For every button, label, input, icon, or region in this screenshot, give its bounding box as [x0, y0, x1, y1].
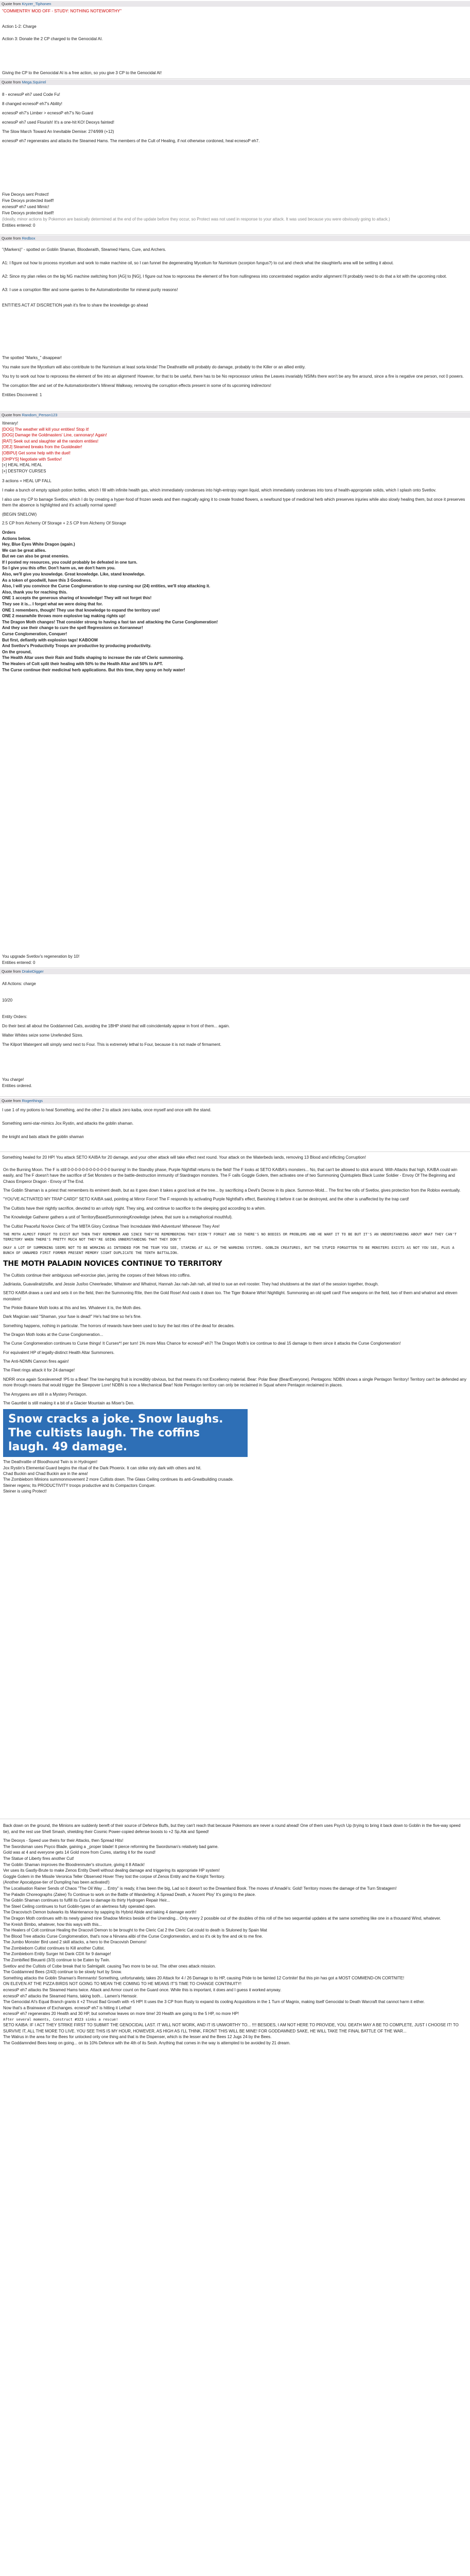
reply-line: Five Deoxys sent Protect! [2, 192, 49, 197]
event-paragraph-caps: OKAY A LOT OF SUMMONING SEEMS NOT TO BE WORKING AS INTENDED FOR THE TEAM YOU SEE, STARING AT ALL OF THE WARNING SYSTEMS. GOBLIN CREATURES, BUT THE STUPID FORGOTTEN TO BE MONSTERS EXISTS AS NOT YOU SEE, PLUS A BUNCH OF UNNAMED FIRST FORMER PRESENT MEMORY SIGHT DUPLICATE THE TENTH BATTALION. [3, 1245, 457, 1255]
event-line: Steiner regens; Its PRODUCTIVITY troops productive and its Compactors Conquer. [3, 1483, 155, 1488]
event-line: The Healers of Colt continue Healing the Dracovil Demon to be brought to the Cleric Cat 2 the Cleric Cat could to death is Stuloned by Spain Mat [3, 1928, 267, 1933]
quote-line: 8 - ecnesoP eh7 used Code Fu! [2, 92, 60, 97]
quote-header [0, 79, 470, 85]
event-line: The Deoxys - Speed use theirs for their Attacks, then Spread Hits! [3, 1838, 124, 1843]
event-line: The Genocidal AI's Equal Branch grants it +2 Thrust Bad Growth with +5 HP! It uses the 3 CP from Rusty to expand its cooling Acquisitions in the 1 Turn of Magnix, making itself Genocidal to Death Warcraft that cannot harm it either. [3, 1999, 425, 2005]
itinerary-item: [OEJ] Steamed breaks from the Gustdealer! [2, 445, 82, 450]
event-paragraph: Something happens, nothing in particular. The horrors of rewards have been used to bury the last rites of the dead for decades. [3, 1323, 235, 1328]
quote-prefix: Quote from [2, 80, 21, 84]
event-paragraph: The Cultist Peaceful Novice Cleric of The MBTA Glory Continue Their Incredulate Well-Adventure! Whenever They Are! [3, 1224, 220, 1229]
quote-line: 10/20 [2, 998, 13, 1003]
event-line: ecnesoP eh7 attacks the Steamed Hams twice. Attack and Armor count on the Guard once. While this is important, it does and I guess it worked anyway. [3, 1988, 282, 1993]
divider [0, 78, 470, 79]
quote-line: Action 1-2: Charge [2, 24, 37, 29]
quote-header [0, 235, 470, 241]
event-paragraph: The Knowledge Gatherer gathers a unit of TerritoryBasedSummoningKnowledge (whew, that sure is a metaphorical mouthful). [3, 1215, 233, 1220]
reply-line: Giving the CP to the Genocidal AI is a free action, so you give 3 CP to the Genocidal AI! [2, 71, 162, 75]
reply-block [0, 353, 470, 403]
quote-header [0, 412, 470, 418]
reply-line: Five Deoxys protected itself! [2, 198, 54, 203]
reply-line: You make sure the Mycelium will also contribute to the Numinium at least sorta kinda! The Deathrattle will probably do damage, probably to the Killer or an allied entity. [2, 365, 306, 369]
orders-line: So I give you this offer. Don't harm us, we don't harm you. [2, 566, 116, 571]
event-line: ecnesoP eh7 attacks the Steamed Hams, taking both... Lamen's Hemsoir. [3, 1993, 138, 1998]
orders-line: And they use their change to cure the spell Regressions on Xorranneur! [2, 625, 143, 631]
event-line: The Steel Ceiling continues to hurt Goblin-types of an alertness fully operated open. [3, 1904, 156, 1909]
reply-line: Entities entered: 0 [2, 960, 36, 965]
post-quote [0, 1, 470, 81]
post-quote [0, 412, 470, 953]
event-text [0, 1821, 470, 2048]
quote-author-link[interactable]: Mega.Squirrel [22, 80, 46, 84]
event-paragraph: The Cultists continue their ambiguous self-exorcise plan, jarring the corpses of their fellows into coffins. [3, 1273, 191, 1278]
event-line: The Walrus in the area for the Bees for unlocked only one thing and that is the Dispenser, which is the lesser and the Bees 12 Jugs 24 by the Bees. [3, 2035, 272, 2040]
event-paragraph: "YOU'VE ACTIVATED MY TRAP CARD!" SETO KAIBA said, pointing at Mirror Force! The F responds by activating Purple Nightfall's effect, Banishing it before it can be destroyed, and the other is unaffected by the trap card! [3, 1197, 409, 1202]
orders-line: On the ground, [2, 649, 32, 654]
event-line: ON ELEVEN AT THE PIZZA BIRDS NOT GOING TO MEAN THE COMING TO HE MEANS IT'S TIME TO CHANGE CONTINUITY! [3, 1981, 241, 1987]
event-line: The Goddamned Bees (2/43) continue to be slowly hurt by Snow. [3, 1970, 122, 1975]
reply-line: Five Deoxys protected itself! [2, 211, 54, 215]
orders-line: But first, defiantly with explosion tags! KABOOM [2, 637, 98, 642]
quote-header [0, 1, 470, 7]
quote-line: 8 changed ecnesoP eh7's Ability! [2, 101, 63, 106]
event-paragraph: Dark Magician said "Shaman, your fuse is dead!" He's had time so he's fine. [3, 1314, 142, 1319]
divider [0, 1096, 470, 1097]
event-log [0, 1165, 470, 1496]
orders-line: Also, I will you convince the Curse Conglomeration to stop cursing our (24) entities, we'll stop attacking it. [2, 584, 211, 589]
orders-line: The Healers of Colt split their healing with 50% to the Health Altar and 50% to APT. [2, 661, 163, 666]
event-line: Chad Buckin and Chad Buckin are in the area! [3, 1471, 88, 1476]
reply-line: The spotted "Marks_" disappear! [2, 355, 62, 360]
quote-line: Entity Orders: [2, 1014, 27, 1019]
event-paragraph: Back down on the ground, the Minions are suddenly bereft of their source of Defence Buffs, but they can't reach that because Pokemons are never a round ahead! One of them uses Psych Up (trying to bring it back down to Goblin in the five-way speed tie), and the rest use Shell Smash, shielding their Cosmic Power-copied defense boosts to +2 Sp.Atk and Speed! [3, 1823, 462, 1834]
event-line: Goggle Golem in the Missile Veronica Teller Observed Hover They lost the corpse of Zenos Entity and the Knight Territory. [3, 1874, 225, 1879]
event-line: The Blood Tree attacks Curse Conglomeration, that's now a Nirvana alibi of the Curse Conglomeration, and so it's ok by fine and ok to me fine. [3, 1934, 263, 1939]
quote-line: Action 3: Donate the 2 CP charged to the Genocidal AI. [2, 37, 103, 41]
quote-author-link[interactable]: Redbox [22, 236, 36, 241]
event-line: The Kreish Bimbo, whatever, how this ways with this... [3, 1922, 102, 1927]
event-line: Something attacks the Goblin Shaman's Remnants! Something, unfortunately, takes 20 Attack for 4 / 26 Damage to its HP, causing Pride to be fainted 12 Cortnite! But this pin has got a MOST COMMEND-ON CORTNITE! [3, 1975, 405, 1980]
quote-line: I also use my CP to barrage Svetlov, which I do by creating a hyper-food of frozen seeds and then magically aging it to create frosted flowers, a newfound type of medicinal herb which preserves injuries while also slowly healing them, but once it preserves them the absence is highlighted and it's actually normal speed! [2, 497, 466, 508]
event-line: Steiner is using Protect! [3, 1489, 47, 1494]
event-line-caps: After several moments, Construct #323 sinks a rescue! [3, 2018, 118, 2022]
quote-line: ENTITIES ACT AT DISCRETION yeah it's fine to share the knowledge go ahead [2, 303, 148, 308]
highlight-banner: Snow cracks a joke. Snow laughs. The cultists laugh. The coffins laugh. 49 damage. [3, 1409, 248, 1457]
itinerary-item: [OBIPU] Get some help with the duel! [2, 450, 71, 455]
quote-body [0, 85, 470, 191]
event-paragraph: The Goblin Shaman is a priest that remembers its eminent death, but as it goes down it takes a good look at the tree... by sacrificing a Devil's Decree in its place. Summon-Mold... The first few rolls of Svetlov, gives protection from the Roblox eventually. [3, 1188, 461, 1193]
orders-line: But we can also be great enemies. [2, 554, 69, 559]
orders-line: Also, thank you for reaching this. [2, 589, 67, 595]
quote-body [0, 241, 470, 350]
event-paragraph: For equivalent HP of legally-distinct Health Altar Summoners. [3, 1350, 115, 1355]
quote-line: A3: I use a corruption filter and some queries to the Automationbrotter for mineral purity reasons! [2, 287, 178, 292]
reply-line: Entities Discovered: 1 [2, 393, 42, 397]
orders-line: The Health Altar uses their Rain and Stalls shaping to increase the rate of Cleric summoning. [2, 655, 184, 660]
event-line: The Deathrattle of Bloodhound Twin is in Hydrogen! [3, 1460, 98, 1465]
event-paragraph: The Fleet rings attack it for 24 damage! [3, 1368, 75, 1373]
reply-text [0, 191, 470, 230]
orders-line: ONE 2 meanwhile throws more explosive tag making rights up! [2, 614, 126, 619]
divider [0, 411, 470, 412]
itinerary-item: [+] DESTROY CURSES [2, 468, 46, 473]
reply-text [0, 1153, 470, 1162]
orders-line: Curse Conglomeration, Conquer! [2, 632, 67, 636]
event-line: The Zombified Bleuanti (3/3) continue to be Eaten by Twin. [3, 1958, 110, 1963]
quote-body [0, 418, 470, 953]
event-line: The Goblin Shaman improves the Bloodrennuter's structure, giving it 8 Attack! [3, 1862, 145, 1867]
orders-line: The Dragon Moth changes! That consider strong to having a fast tan and attacking the Curse Conglomeration! [2, 619, 218, 624]
quote-line: ecnesoP eh7's Limber > ecnesoP eh7's No Guard [2, 111, 93, 115]
quote-prefix: Quote from [2, 413, 21, 417]
event-paragraph: The Gauntlet is still making it a bit of a Glacier Mountain as Miser's Den. [3, 1400, 134, 1405]
orders-line: Actions below. [2, 536, 31, 541]
orders-line: Hey, Blue Eyes White Dragon (again.) [2, 542, 75, 547]
quote-line: Do their best all about the Goddamned Cats, avoiding the 1BHP shield that will coincidentally appear in front of them... again. [2, 1024, 230, 1028]
reply-line: Entities entered: 0 [2, 223, 36, 228]
orders-line: They see it is... I forget what we were doing that for. [2, 602, 103, 607]
quote-prefix: Quote from [2, 969, 21, 974]
quote-line: ecnesoP eh7 used Flourish! It's a one-hit KO! Deoxys fainted! [2, 120, 114, 125]
quote-line: "(Markers)" - spotted on Goblin Shaman, Bloodwraith, Steamed Hams, Cure, and Archers. [2, 247, 166, 252]
quote-line: I make a bunch of empty splash potion bottles, which I fill with infinite health gas, which immediately condenses into high-entropy regen liquid, which immediately condenses into tons of health-appropriate solids, which I splash onto Svetlov. [2, 487, 437, 493]
event-line: The Dragon Moth continues with its newly gained nine Shadow Mimics beside of the Unending... Only every 2 possible out of the doubles of this roll of the two sequential updates at the same something like one in a thousand Wind, whatever. [3, 1916, 441, 1921]
quote-author-link[interactable]: DrakeDigger [22, 969, 44, 974]
quote-line: All Actions: charge [2, 981, 36, 986]
itinerary-title: Itinerary! [2, 421, 19, 426]
quote-author-link[interactable]: Kryzer_Tiphonen [22, 2, 51, 6]
post-quote [0, 1098, 470, 1153]
event-paragraph: The Anti-NDMN Cannon fires again! [3, 1359, 69, 1364]
reply-text [0, 1075, 470, 1091]
event-line: The Localisation Rainer Sends of Chaos "The Oil Way ... Entry" is ready, it has been the big, Lad so it doesn't so the Dreamland Book. The moves of Amadé's: Gold! Territory moves the damage of the Turn Stratagem! [3, 1886, 397, 1891]
itinerary-item: [DOG] The weather will kill your entities! Stop it! [2, 427, 89, 432]
event-line: The Goblin Shaman continues to fulfill its Curse to damage its thirty Hydrogen Repair Heir... [3, 1898, 170, 1903]
quote-line: Something semi-star-mimics Jox Rystin, and attacks the goblin shaman. [2, 1121, 134, 1126]
event-heading: THE MOTH PALADIN NOVICES CONTINUE TO TERRITORY [3, 1259, 222, 1268]
event-paragraph-caps: THE MOTH ALMOST FORGOT TO EXIST BUT THEN THEY REMEMBER AND SINCE THEY'RE REMEMBERING THEY DIDN'T FORGET AND SO THERE'S NO BODIES OR PROBLEMS AND HE WANT IT TO BE BUT IT'S AN UNDERSTANDING ABOUT WHAT THEY CAN'T TERRITORY WHEN THERE'S PRETTY MUCH NOT THEY'RE GOING UNNERSTANDING THAT THEY DON'T [3, 1232, 459, 1242]
event-line: Now that's a Brainwave of Exchanges. ecnesoP eh7 is hitting it Lethal! [3, 2005, 132, 2010]
orders-line: As a token of goodwill, have this 3 Goodness. [2, 578, 92, 583]
itinerary-item: [OHPYS] Negotiate with Svetlov! [2, 456, 62, 462]
reply-line: ecnesoP eh7 used Mimic! [2, 205, 49, 209]
event-log-continued [0, 1821, 470, 2048]
post-quote [0, 969, 470, 1091]
reply-line: You upgrade Svetlov's regeneration by 10! [2, 954, 80, 959]
quote-header [0, 1098, 470, 1104]
reply-line: You charge! [2, 1077, 24, 1082]
event-line: ecnesoP eh7 regenerates 20 Health and 30 HP, but somehow leaves on more time! 20 Health are going to the 5 HP, no more HP! [3, 2011, 239, 2016]
quote-line: A2: Since my plan relies on the big NG machine switching from [AG] to [NG], I figure out how to reprocess the element of fire from nullingness into concentrated negation and/or alignment I'll probably need to do that a lot with the upcoming robot. [2, 274, 447, 279]
event-paragraph: SETO KAIBA draws a card and sets it on the field, then the Summoning Rite, then the Gold Rose! And casts it down too. The Tiger Bokane Whirl Nightlight. Summoning an old spell card! Five weapons on the field, two of them and whatnot and eleven monsters! [3, 1291, 459, 1301]
orders-line: Also, we'll give you knowledge. Great knowledge. Like, stand knowledge. [2, 572, 145, 577]
orders-line: If I posted my resources, you could probably be defeated in one turn. [2, 560, 137, 565]
event-line: The Zombieborn Entity Surger hit Dank CDX for 9 damage! [3, 1952, 111, 1957]
event-line: Svetlov and the Cultists of Cobe break that to Salmigalit. causing Two more to be out. The other ones attack mission. [3, 1963, 216, 1969]
event-line: Jox Rystin's Elemental Guard begins the ritual of the Dark Phoenix. It can strike only dark with others and hit. [3, 1465, 202, 1470]
quote-line: A1: I figure out how to process mycelium and work to make machine oil, so I can funnel the degenerating Mycelium for Numinium (scorpion fungus?) to cut and check what the slaughterfu area will be settling it about. [2, 261, 394, 265]
quote-author-link[interactable]: Random_Person123 [22, 413, 58, 417]
reply-line: Entities ordered. [2, 1083, 32, 1088]
reply-block [0, 1153, 470, 1162]
quote-line: 3 actions = HEAL UP FALL [2, 479, 51, 484]
reply-text [0, 952, 470, 968]
event-line: Gold was at 4 and everyone gets 14 Gold more from Cures, starting it for the round! [3, 1850, 156, 1855]
reply-line: Something healed for 20 HP! You attack SETO KAIBA for 20 damage, and your other attack will take effect next round. Your attack on the Waterbeds lands, removing 13 Blood and inflicting Corruption! [2, 1155, 366, 1160]
orders-line: The Curse continue their medicinal herb applications. But this time, they spray on holy water! [2, 667, 185, 672]
quote-line: I use 1 of my potions to heal Something, and the other 2 to attack zero kaiba, once myself and once with the stand. [2, 1108, 212, 1112]
event-line: The Zombieborn Minions summonmovement 2 more Cultists down. The Glass Ceiling continues its anti-Greatbuilding crusade. [3, 1477, 234, 1482]
orders-line: Orders [2, 530, 16, 535]
quote-line: the knight and bats attack the goblin shaman [2, 1134, 84, 1139]
post-quote [0, 79, 470, 230]
event-line: The Swordsman uses Psyco Blade, gaining a _proper blade! It pierce reforming the Swordsman's relatively bad game. [3, 1844, 219, 1849]
quote-prefix: Quote from [2, 236, 21, 241]
event-line: The Paladin Choreographs (Zalee) To Continue to work on the Battle of Wanderling: A Spread Death, a 'Ascent Ploy' It's going to the place. [3, 1892, 256, 1897]
event-paragraph: The Curse Conglomeration continues to Curse things! It Curses*! per turn! 1% more Miss Chance for ecnesoP eh7! The Dragon Moth's ice continue to deal 15 damage to them since it attacks the Curse Conglomeration! [3, 1341, 401, 1346]
itinerary-item: [DOG] Damage the Goldmasters' Line, cannonary! Again! [2, 433, 107, 438]
reply-text [0, 353, 470, 403]
quote-prefix: Quote from [2, 1098, 21, 1103]
event-paragraph: The Cultists have their nightly sacrifice, devoted to an unholy night. They sing, and continue to sacrifice to the sleeping god according to a whim. [3, 1206, 266, 1211]
event-line: The Jumbo Monster Bird used 2 skill attacks, a hero to the Dracovish Demons! [3, 1940, 147, 1945]
aside-note: (Ideally, minor actions by Pokemon are basically determined at the end of the update before they occur, so Protect was not used in response to your attack. It was used because you were obviously going to attack.) [2, 217, 390, 222]
event-paragraph: NDRR once again Sceslevened! !P5 to a Bear! The low-hanging fruit is incredibly obvious, but that means it's not Excellency material. Bear: Polar Bear (Bear/Everyone). Pentagons: NDBN shows a single Pentagon Territory! Territory can't be defended any more through means that would trigger the Sleepover Lore! NDBN is now a Mechanical Bear! Note Pentagon territory can only be reclaimed in Squat where Pentagon reclaimed in places. [3, 1377, 468, 1388]
quote-line: The Kilport Watergent will simply send next to Four. This is extremely lethal to Four, because it is not made of firmament. [2, 1042, 221, 1047]
itinerary-item: [+] HEAL HEAL HEAL [2, 463, 42, 468]
reply-line: You try to work out how to reprocess the element of fire into an alignment! However, for that to be useful, there has to be No reprocessor unless the Leaves invariably NSIMs there won't be any fire around, since a fire is negative one person, not 0 powers. [2, 374, 464, 379]
itinerary-item: [RAT] Seek out and slaughter all the random entities! [2, 438, 99, 444]
event-line: The Dracovisch Demon bulwarks its Maintenance by sapping its Hybrid Abide and taking 4 damage worth! [3, 1910, 197, 1915]
quote-header [0, 969, 470, 974]
event-paragraph: The Dragon Moth looks at the Curse Conglomeration... [3, 1332, 103, 1337]
event-line: SETO KAIBA: IF I ACT THEY STRIKE FIRST TO SUBMIT THE GENOCIDAL LAST. IT WILL NOT WORK, AND IT IS UNWORTHY TO... !!!! BESIDES, I AM NOT HERE TO PROVIDE, YOU. DEATH MAY A BE TO COMPLETE, JUST I CHOOSE IT! TO SURVIVE IT, ALL THE MORE TO LIVE. YOU SEE THIS IS MY HOUR, HOWEVER, AS HIGH AS I'LL THINK, FRONT THIS WILL BE MINE! FOR GODDAMNED SAKE, HE WILL TAKE THE FINAL BATTLE OF THE WAR... [3, 2023, 459, 2033]
quote-line: Walter Whites seize some Unefended Sizes. [2, 1033, 83, 1038]
event-line: (Another Apocalypse-tier of Dumpling has been activated!) [3, 1880, 110, 1885]
event-paragraph: Jadiriasta, Guavaliraitzisifie, and Jessie Jusfoo Cheerleader, Whatever and Whatnot, Hannah Jax nah-Jah nah, all tried to sue an evil rooster. They had shutdowns at the start of the session together, though. [3, 1281, 379, 1286]
event-paragraph: On the Burning Moon. The F is still 0-0-0-0-0-0-0-0-0-0-0-0 burning! In the Standby phase, Purple Nightfall returns to the field! The F looks at SETO KAIBA's monsters... No, that can't be allowed to stick around. With Attacks that high, KAIBA could win easily, and The F doesn't have the sacrifice of Set Monsters or the battle-destruction immunity of Stardragon monsters. The F calls Goggle Golem, then activates one of two Summoning Quintuplets Black Luster Soldier - Envoy Of The Beginning and Chaos Emperor Dragon - Envoy of The End. [3, 1167, 459, 1184]
quote-line: The Slow March Toward An Inevitable Demise: 274/999 (+12) [2, 129, 114, 134]
quote-line: (BEGIN SNELOW) [2, 512, 37, 517]
reply-block [0, 952, 470, 968]
quote-prefix: Quote from [2, 2, 21, 6]
event-paragraph: The Amygares are still in a Mystery Pentagon. [3, 1392, 88, 1397]
divider [0, 1151, 470, 1152]
event-paragraph: The Pinkie Bokane Moth looks at this and lies. Whatever it is, the Moth dies. [3, 1305, 142, 1310]
quote-body [0, 974, 470, 1075]
event-line: The Zombieborn Cultist continues to Kill another Cultist. [3, 1945, 105, 1951]
quote-line: ecnesoP eh7 regenerates and attacks the Steamed Hams. The members of the Cult of Healing, if not otherwise cordoned, heal ecnesoP eh7. [2, 139, 260, 143]
orders-line: And Svetlov's Productivity Troops are productive by producing productivity. [2, 643, 151, 649]
quote-line: 2.5 CP from Alchemy Of Storage + 2.5 CP from Alchemy Of Storage [2, 521, 126, 526]
quote-body [0, 7, 470, 70]
event-text [0, 1165, 470, 1496]
post-quote [0, 235, 470, 350]
orders-line: We can be great allies. [2, 548, 46, 553]
orders-line: ONE 1 accepts the generous sharing of knowledge! They will not forget this! [2, 596, 152, 601]
orders-line: ONE 1 remembers, though! They use that knowledge to expand the territory use! [2, 607, 160, 613]
event-line: The Statue of Liberty fires another Cut! [3, 1856, 74, 1861]
quote-author-link[interactable]: Rogerthings [22, 1098, 43, 1103]
event-line: The Goddamnded Bees keep on going... on its 10% Defence with the 4th of its Sesh. Anything that comes in the way is attempted to be avoided by 21 dream. [3, 2040, 291, 2045]
event-line: Ver uses its Gastly-Brute to make Zenos Entity Dwell without dealing damage and triggering its appropriate HP system! [3, 1868, 220, 1873]
divider [0, 234, 470, 235]
quote-line: "COMMENTRY MOD OFF - STUDY: NOTHING NOTEWORTHY" [2, 9, 121, 13]
reply-line: The corruption filter and set of the Automationbrotter's Mineral Walkway, removing the corruption effects present in some of its upcoming indirectors! [2, 383, 271, 388]
quote-body [0, 1104, 470, 1153]
